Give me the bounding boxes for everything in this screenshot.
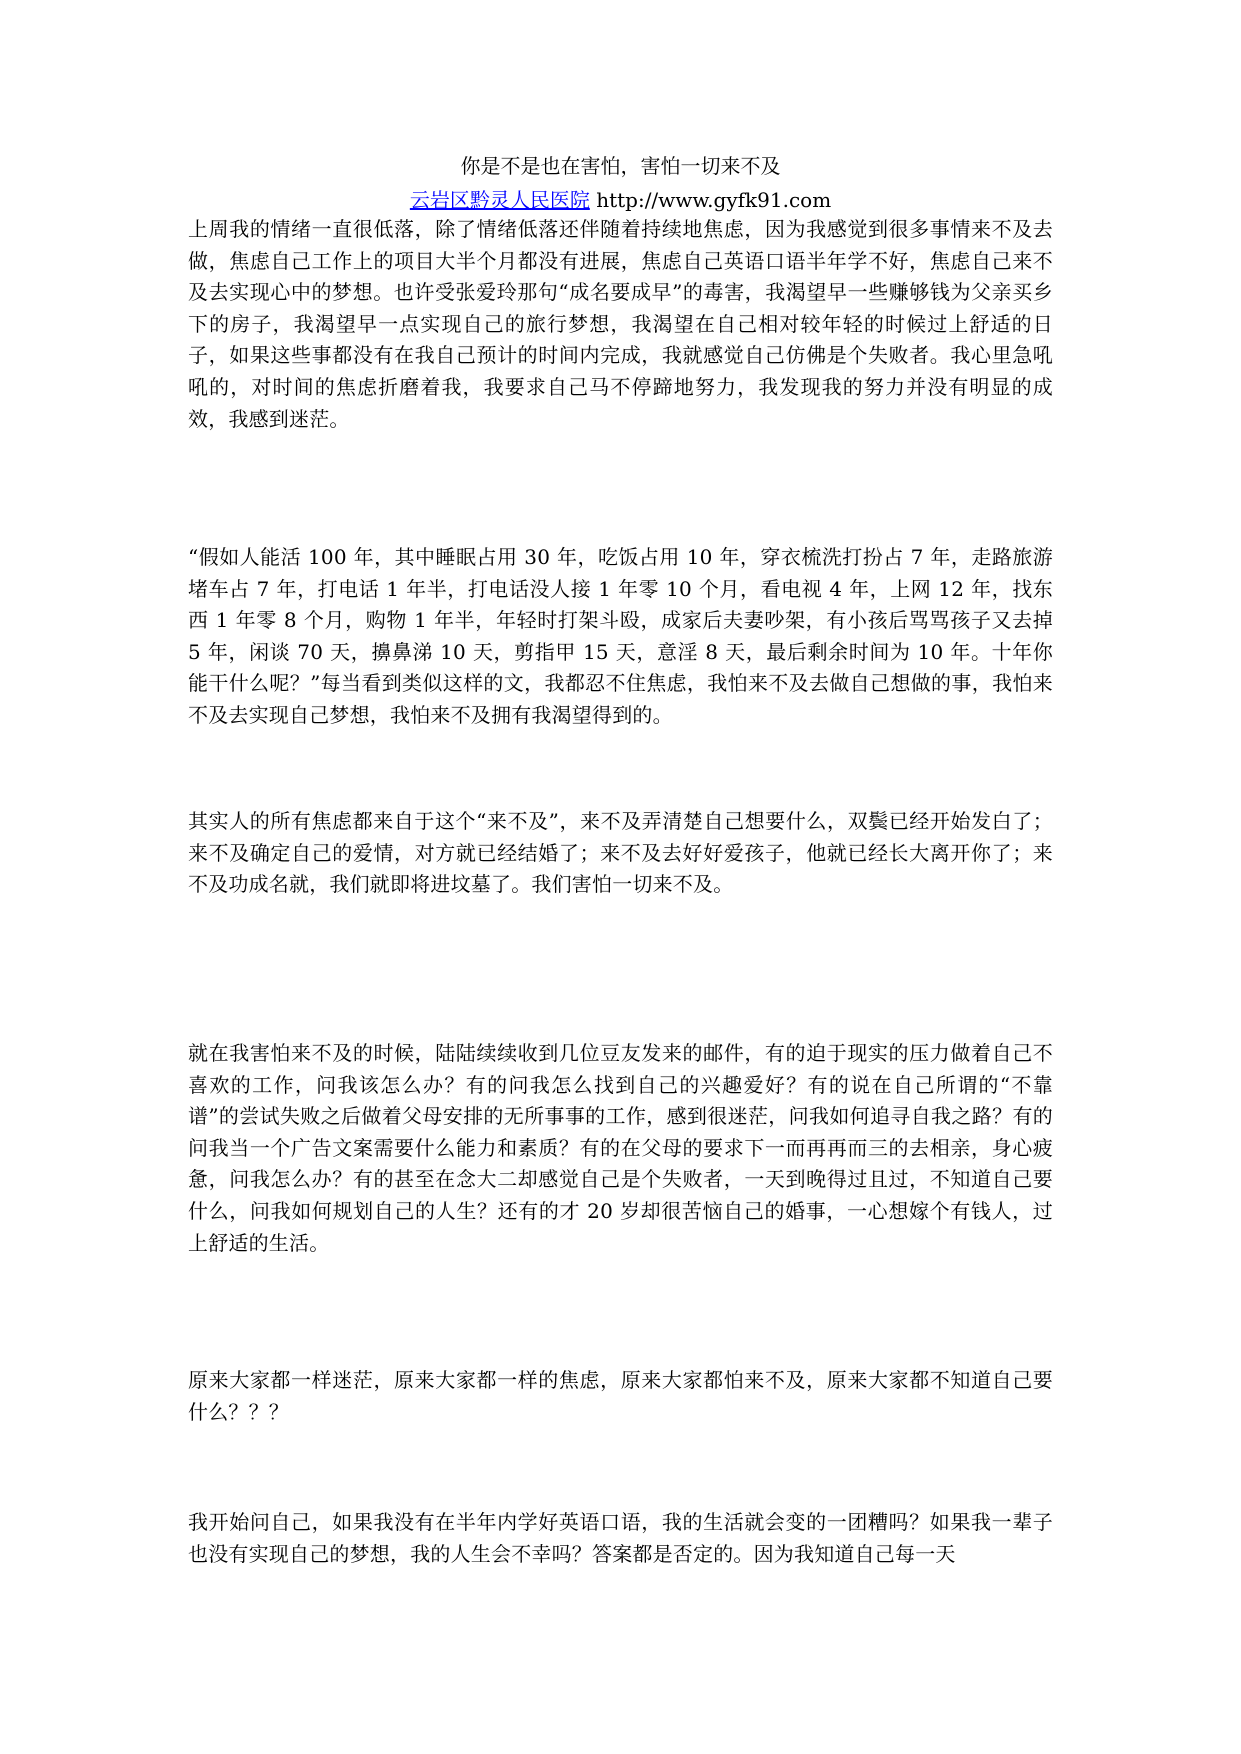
paragraph-4: 就在我害怕来不及的时候，陆陆续续收到几位豆友发来的邮件，有的迫于现实的压力做着自己不喜欢的工作，问我该怎么办？有的问我怎么找到自己的兴趣爱好？有的说在自己所谓的“不靠谱”的尝试失败之后做着父母安排的无所事事的工作，感到很迷茫，问我如何追寻自我之路？有的问我当一个广告文案需要什么能力和素质？有的在父母的要求下一而再再而三的去相亲，身心疲惫，问我怎么办？有的甚至在念大二却感觉自己是个失败者，一天到晚得过且过，不知道自己要什么，问我如何规划自己的人生？还有的才 20 岁却很苦恼自己的婚事，一心想嫁个有钱人，过上舒适的生活。 — [188, 1041, 1053, 1255]
source-url: http://www.gyfk91.com — [589, 188, 832, 212]
document-title: 你是不是也在害怕，害怕一切来不及 — [460, 154, 781, 178]
paragraph-5: 原来大家都一样迷茫，原来大家都一样的焦虑，原来大家都怕来不及，原来大家都不知道自己要什么？？？ — [188, 1368, 1053, 1424]
paragraph-6: 我开始问自己，如果我没有在半年内学好英语口语，我的生活就会变的一团糟吗？如果我一辈子也没有实现自己的梦想，我的人生会不幸吗？答案都是否定的。因为我知道自己每一天 — [188, 1510, 1053, 1566]
paragraph-3: 其实人的所有焦虑都来自于这个“来不及”，来不及弄清楚自己想要什么，双鬓已经开始发白了；来不及确定自己的爱情，对方就已经结婚了；来不及去好好爱孩子，他就已经长大离开你了；来不及功成名就，我们就即将进坟墓了。我们害怕一切来不及。 — [188, 809, 1053, 897]
paragraph-1: 上周我的情绪一直很低落，除了情绪低落还伴随着持续地焦虑，因为我感觉到很多事情来不及去做，焦虑自己工作上的项目大半个月都没有进展，焦虑自己英语口语半年学不好，焦虑自己来不及去实现心中的梦想。也许受张爱玲那句“成名要成早”的毒害，我渴望早一些赚够钱为父亲买乡下的房子，我渴望早一点实现自己的旅行梦想，我渴望在自己相对较年轻的时候过上舒适的日子，如果这些事都没有在我自己预计的时间内完成，我就感觉自己仿佛是个失败者。我心里急吼吼的，对时间的焦虑折磨着我，我要求自己马不停蹄地努力，我发现我的努力并没有明显的成效，我感到迷茫。 — [188, 217, 1053, 431]
source-link[interactable]: 云岩区黔灵人民医院 — [409, 188, 590, 212]
paragraph-2: “假如人能活 100 年，其中睡眠占用 30 年，吃饭占用 10 年，穿衣梳洗打扮占 7 年，走路旅游堵车占 7 年，打电话 1 年半，打电话没人接 1 年零 10 个月，看电视 4 年，上网 12 年，找东西 1 年零 8 个月，购物 1 年半，年轻时打架斗殴，成家后夫妻吵架，有小孩后骂骂孩子又去掉 5 年，闲谈 70 天，擤鼻涕 10 天，剪指甲 15 天，意淫 8 天，最后剩余时间为 10 年。十年你能干什么呢？”每当看到类似这样的文，我都忍不住焦虑，我怕来不及去做自己想做的事，我怕来不及去实现自己梦想，我怕来不及拥有我渴望得到的。 — [188, 545, 1053, 727]
source-line — [188, 185, 1053, 215]
